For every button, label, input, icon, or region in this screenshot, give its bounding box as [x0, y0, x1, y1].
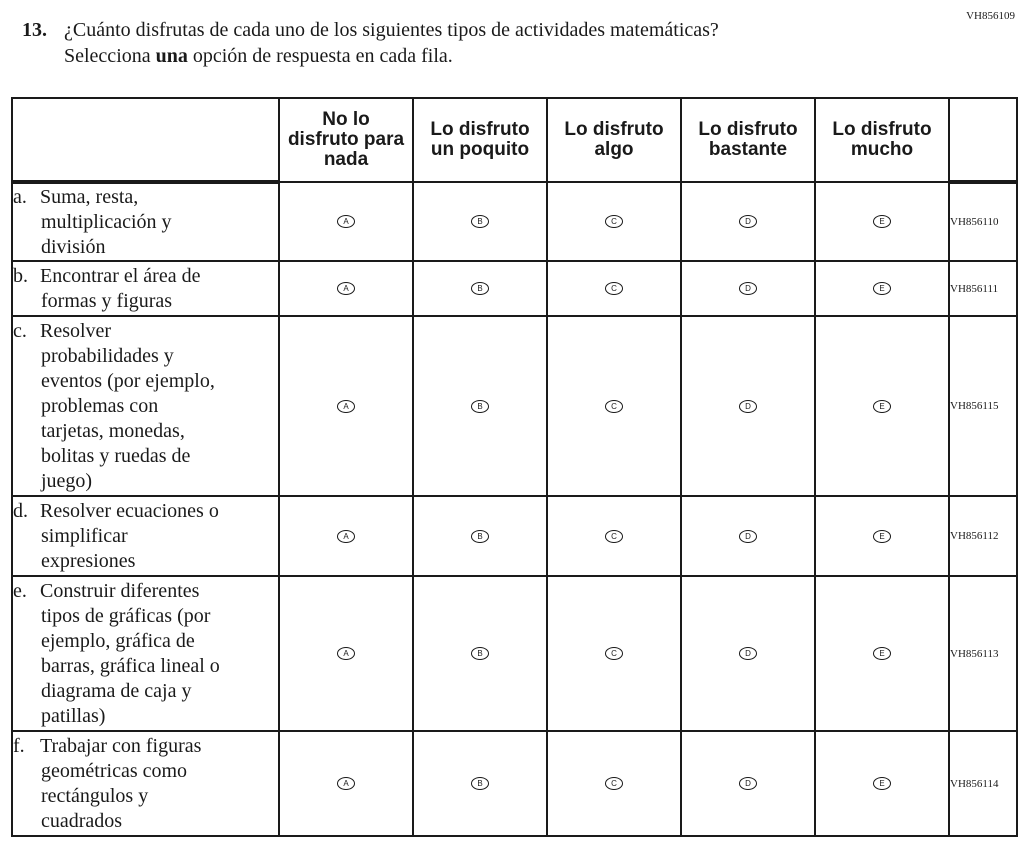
item-text-line: multiplicación y	[41, 210, 172, 233]
option-cell	[279, 731, 413, 836]
table-row	[12, 731, 1017, 836]
answer-bubble-e[interactable]: E	[873, 777, 891, 790]
item-label	[12, 496, 279, 576]
answer-bubble-b[interactable]: B	[471, 400, 489, 413]
table-row	[12, 496, 1017, 576]
answer-bubble-d[interactable]: D	[739, 282, 757, 295]
item-text-line: Suma, resta,	[40, 185, 139, 208]
column-header-a	[279, 98, 413, 182]
column-header-line: No lo	[322, 109, 370, 130]
item-text-line: cuadrados	[41, 809, 123, 832]
item-text-line: ejemplo, gráfica de	[41, 629, 195, 652]
answer-bubble-e[interactable]: E	[873, 530, 891, 543]
item-text-line: Trabajar con figuras	[40, 734, 202, 757]
column-header-e	[815, 98, 949, 182]
option-cell	[547, 261, 681, 316]
table-row	[12, 576, 1017, 731]
column-header-line: algo	[594, 139, 634, 160]
column-header-line: mucho	[850, 139, 914, 160]
item-code: VH856110	[949, 182, 1017, 261]
option-cell	[413, 316, 547, 496]
question-text	[64, 17, 719, 69]
option-cell	[815, 731, 949, 836]
item-text-line: barras, gráfica lineal o	[41, 654, 220, 677]
item-text-line: juego)	[41, 469, 93, 492]
item-label	[12, 316, 279, 496]
item-text-line: tarjetas, monedas,	[41, 419, 185, 442]
item-text-line: patillas)	[41, 704, 106, 727]
column-header-b	[413, 98, 547, 182]
table-row	[12, 261, 1017, 316]
item-text-line: Resolver	[40, 319, 112, 342]
question-line-1: ¿Cuánto disfrutas de cada uno de los siguientes tipos de actividades matemáticas?	[64, 19, 719, 41]
column-header-c	[547, 98, 681, 182]
answer-bubble-b[interactable]: B	[471, 215, 489, 228]
option-cell	[681, 182, 815, 261]
option-cell	[815, 182, 949, 261]
option-cell	[681, 261, 815, 316]
document-code: VH856109	[966, 10, 1015, 22]
option-cell	[547, 496, 681, 576]
header-empty-cell	[12, 98, 279, 182]
answer-bubble-a[interactable]: A	[337, 647, 355, 660]
item-label	[12, 182, 279, 261]
option-cell	[413, 496, 547, 576]
item-text-line: probabilidades y	[41, 344, 174, 367]
column-header-line: un poquito	[430, 139, 530, 160]
item-letter: a.	[13, 185, 27, 208]
column-header-line: nada	[323, 149, 369, 170]
option-cell	[815, 261, 949, 316]
option-cell	[547, 576, 681, 731]
item-text-line: Construir diferentes	[40, 579, 200, 602]
answer-bubble-c[interactable]: C	[605, 400, 623, 413]
answer-bubble-d[interactable]: D	[739, 777, 757, 790]
item-text-line: diagrama de caja y	[41, 679, 192, 702]
header-code-cell	[949, 98, 1017, 182]
item-code: VH856111	[949, 261, 1017, 316]
answer-bubble-b[interactable]: B	[471, 647, 489, 660]
answer-bubble-a[interactable]: A	[337, 777, 355, 790]
column-header-line: Lo disfruto	[564, 119, 664, 140]
answer-bubble-a[interactable]: A	[337, 400, 355, 413]
answer-bubble-c[interactable]: C	[605, 777, 623, 790]
item-label	[12, 576, 279, 731]
item-text-line: tipos de gráficas (por	[41, 604, 211, 627]
option-cell	[681, 316, 815, 496]
item-text-line: simplificar	[41, 524, 128, 547]
answer-bubble-b[interactable]: B	[471, 282, 489, 295]
column-header-line: bastante	[708, 139, 788, 160]
answer-bubble-c[interactable]: C	[605, 530, 623, 543]
option-cell	[279, 316, 413, 496]
item-letter: b.	[13, 264, 28, 287]
option-cell	[413, 576, 547, 731]
answer-bubble-e[interactable]: E	[873, 400, 891, 413]
option-cell	[547, 182, 681, 261]
question-line-2: Selecciona una opción de respuesta en cada fila.	[64, 45, 453, 67]
option-cell	[815, 576, 949, 731]
item-text-line: división	[41, 235, 106, 258]
question-number: 13.	[22, 19, 47, 41]
option-cell	[815, 496, 949, 576]
emphasis-una: una	[155, 45, 188, 67]
answer-bubble-d[interactable]: D	[739, 400, 757, 413]
item-code: VH856112	[949, 496, 1017, 576]
column-header-line: Lo disfruto	[832, 119, 932, 140]
answer-bubble-a[interactable]: A	[337, 282, 355, 295]
item-letter: d.	[13, 499, 28, 522]
item-text-line: bolitas y ruedas de	[41, 444, 191, 467]
option-cell	[681, 576, 815, 731]
item-code: VH856113	[949, 576, 1017, 731]
answer-bubble-c[interactable]: C	[605, 215, 623, 228]
column-header-line: Lo disfruto	[430, 119, 530, 140]
answer-bubble-d[interactable]: D	[739, 215, 757, 228]
option-cell	[547, 316, 681, 496]
column-header-line: disfruto para	[287, 129, 405, 150]
answer-bubble-d[interactable]: D	[739, 530, 757, 543]
column-header-d	[681, 98, 815, 182]
answer-bubble-b[interactable]: B	[471, 777, 489, 790]
header-row	[12, 98, 1017, 182]
item-code: VH856115	[949, 316, 1017, 496]
option-cell	[413, 731, 547, 836]
option-cell	[413, 182, 547, 261]
option-cell	[413, 261, 547, 316]
item-text-line: formas y figuras	[41, 289, 173, 312]
option-cell	[279, 182, 413, 261]
response-grid	[11, 97, 1018, 837]
item-text-line: eventos (por ejemplo,	[41, 369, 215, 392]
answer-bubble-d[interactable]: D	[739, 647, 757, 660]
item-code: VH856114	[949, 731, 1017, 836]
option-cell	[547, 731, 681, 836]
answer-bubble-e[interactable]: E	[873, 282, 891, 295]
answer-bubble-b[interactable]: B	[471, 530, 489, 543]
table-row	[12, 182, 1017, 261]
answer-bubble-a[interactable]: A	[337, 530, 355, 543]
item-letter: c.	[13, 319, 27, 342]
answer-bubble-c[interactable]: C	[605, 282, 623, 295]
option-cell	[279, 496, 413, 576]
item-text-line: Encontrar el área de	[40, 264, 201, 287]
item-text-line: problemas con	[41, 394, 159, 417]
option-cell	[279, 261, 413, 316]
answer-bubble-c[interactable]: C	[605, 647, 623, 660]
answer-bubble-a[interactable]: A	[337, 215, 355, 228]
item-text-line: geométricas como	[41, 759, 188, 782]
item-letter: f.	[13, 734, 25, 757]
item-letter: e.	[13, 579, 27, 602]
item-text-line: Resolver ecuaciones o	[40, 499, 219, 522]
item-text-line: rectángulos y	[41, 784, 149, 807]
option-cell	[815, 316, 949, 496]
answer-bubble-e[interactable]: E	[873, 215, 891, 228]
answer-bubble-e[interactable]: E	[873, 647, 891, 660]
option-cell	[279, 576, 413, 731]
item-text-line: expresiones	[41, 549, 136, 572]
item-label	[12, 261, 279, 316]
option-cell	[681, 496, 815, 576]
column-header-line: Lo disfruto	[698, 119, 798, 140]
table-row	[12, 316, 1017, 496]
option-cell	[681, 731, 815, 836]
item-label	[12, 731, 279, 836]
